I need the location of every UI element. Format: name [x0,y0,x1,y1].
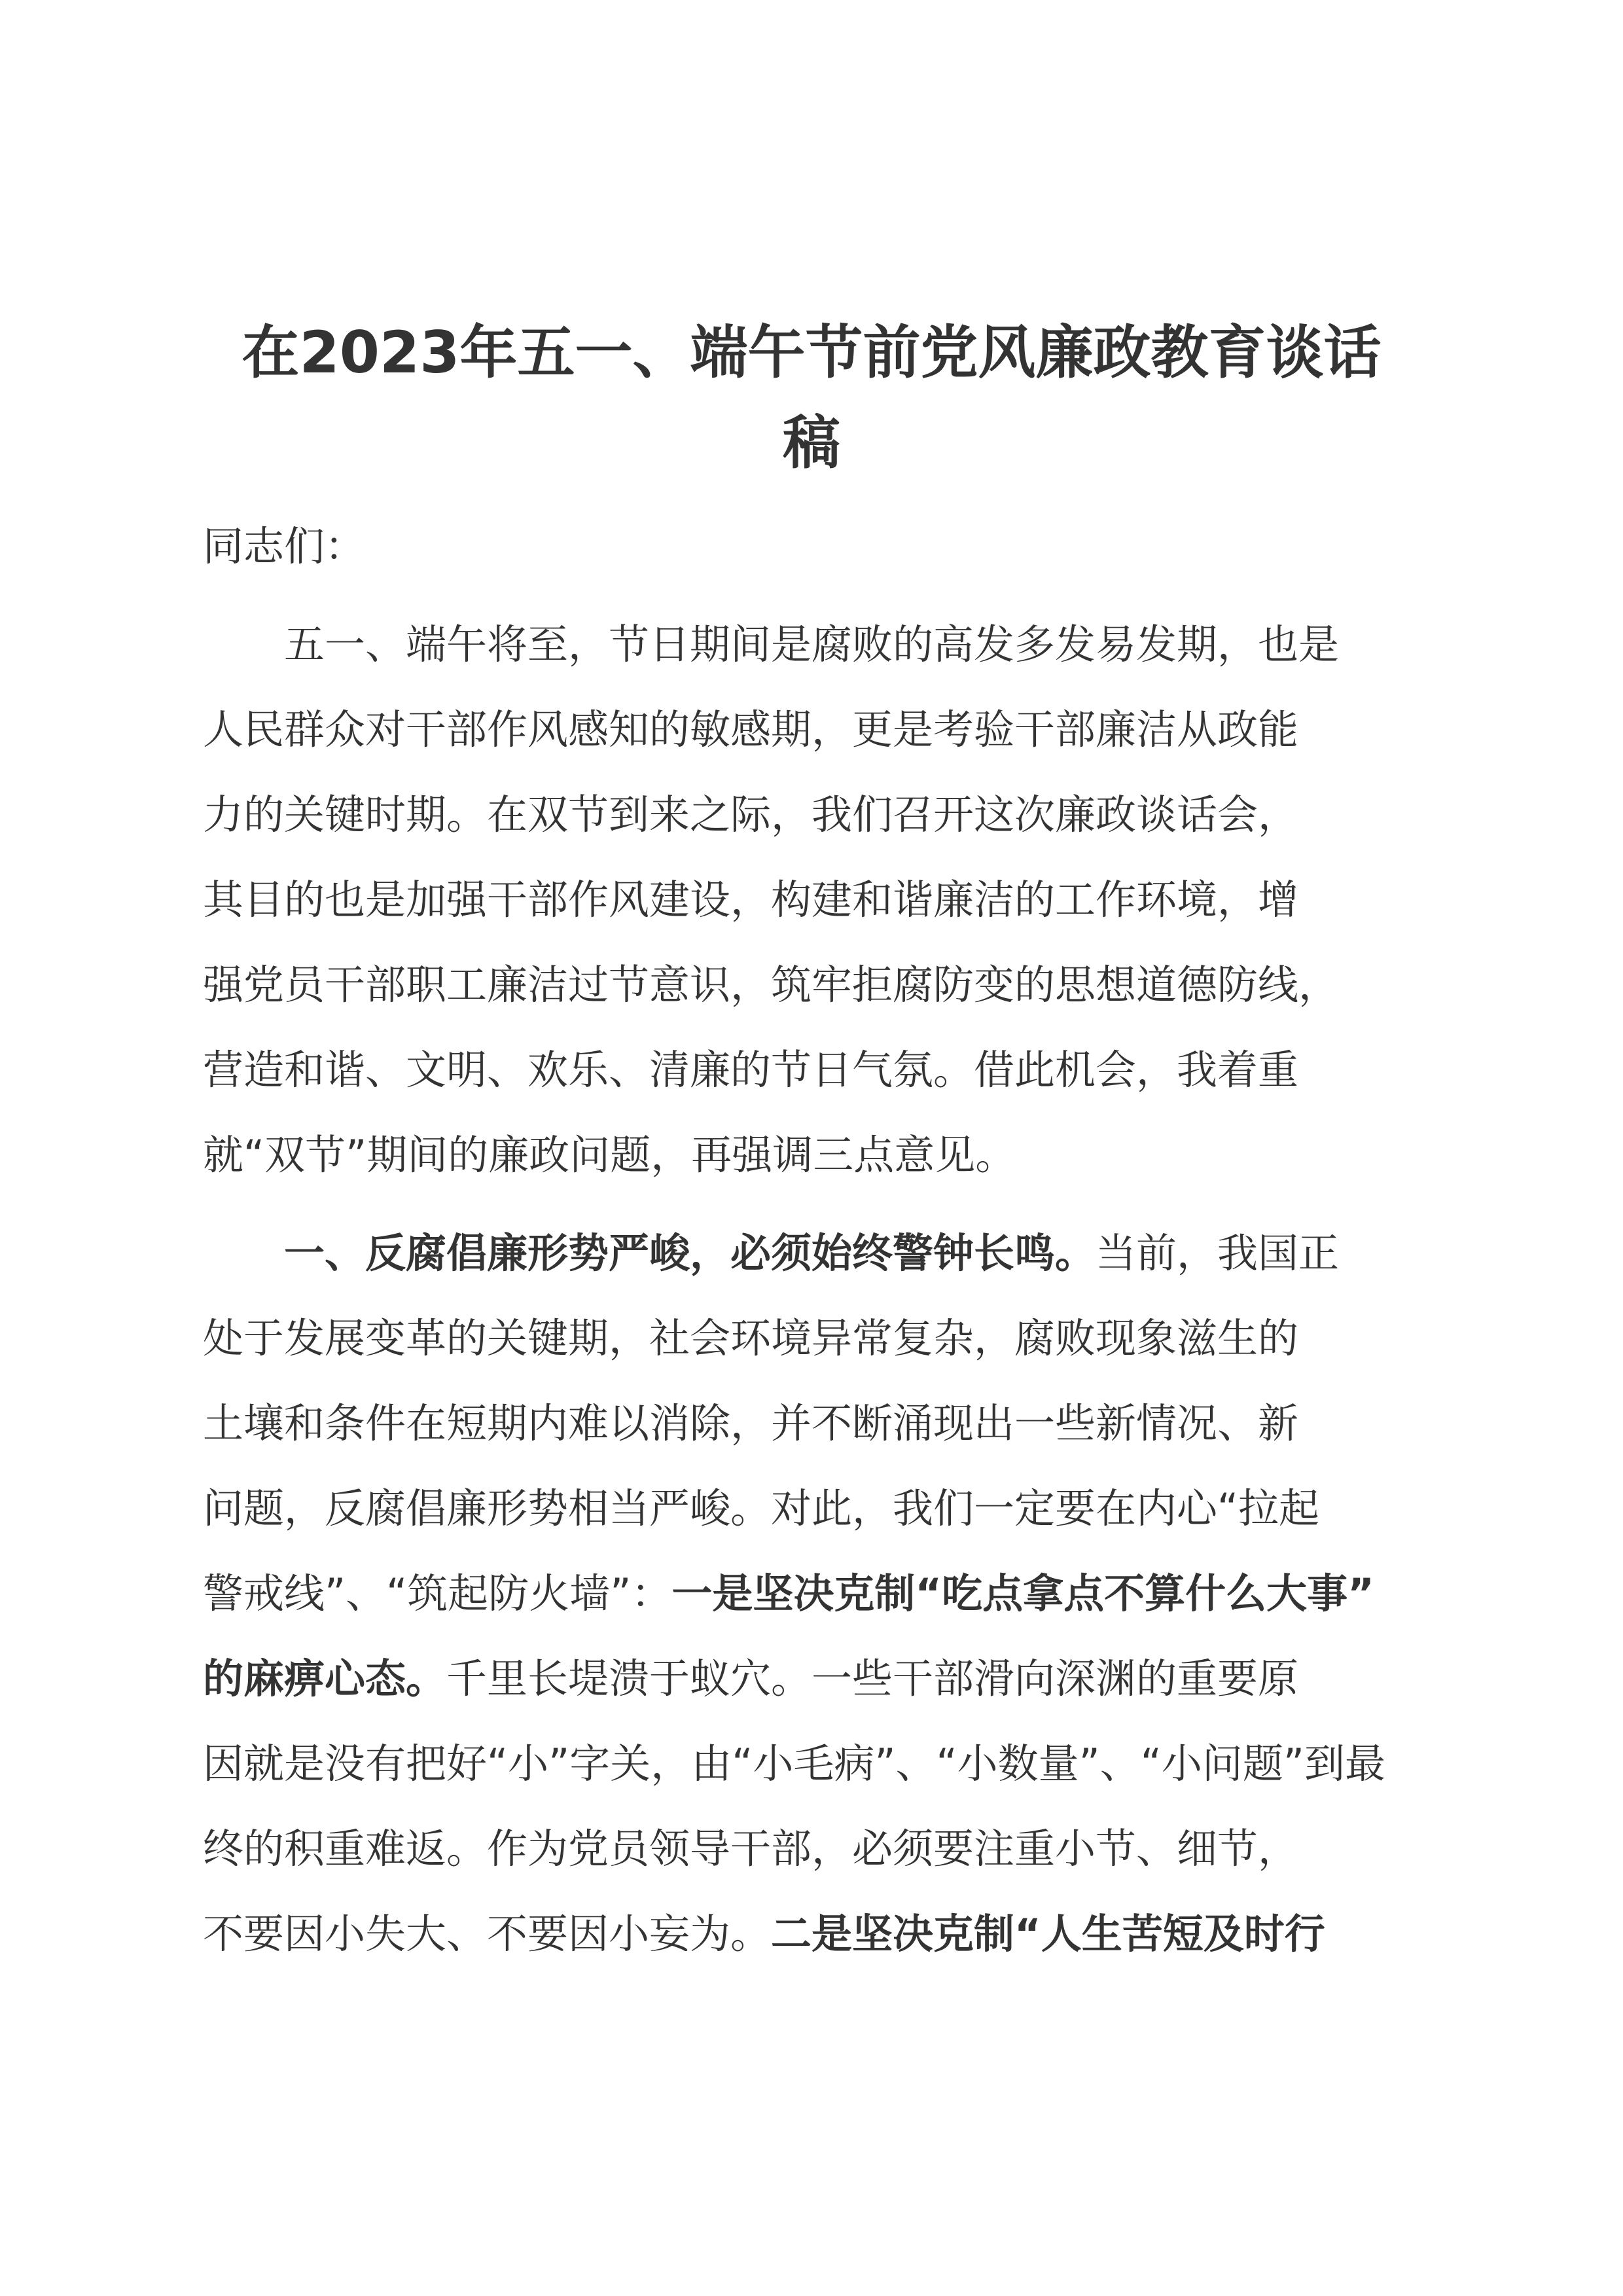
point-one-heading: 一是坚决克制“吃点拿点不算什么大事” [671,1570,1374,1617]
intro-paragraph [203,602,1420,1198]
document-title [196,308,1427,488]
section-one-line: 因就是没有把好“小”字关，由“小毛病”、“小数量”、“小问题”到最 [203,1740,1385,1787]
section-one-line: 处于发展变革的关键期，社会环境异常复杂，腐败现象滋生的 [203,1314,1299,1362]
document-body [203,504,1420,1990]
title-line-1: 在2023年五一、端午节前党风廉政教育谈话 [241,319,1382,386]
point-two-heading: 二是坚决克制“人生苦短及时行 [771,1910,1325,1958]
intro-line: 五一、端午将至，节日期间是腐败的高发多发易发期，也是 [284,620,1340,668]
section-one-text: 不要因小失大、不要因小妄为。 [203,1910,772,1958]
section-one-paragraph [203,1211,1420,1977]
intro-line: 其目的也是加强干部作风建设，构建和谐廉洁的工作环境，增 [203,876,1299,924]
section-one-text: 警戒线”、“筑起防火墙”： [203,1570,672,1617]
intro-line: 营造和谐、文明、欢乐、清廉的节日气氛。借此机会，我着重 [203,1046,1299,1094]
salutation: 同志们： [203,522,366,570]
section-one-line: 终的积重难返。作为党员领导干部，必须要注重小节、细节， [203,1825,1299,1873]
intro-line: 就“双节”期间的廉政问题，再强调三点意见。 [203,1131,1016,1179]
point-one-heading-cont: 的麻痹心态。 [203,1655,447,1702]
section-one-text: 千里长堤溃于蚁穴。一些干部滑向深渊的重要原 [446,1655,1299,1702]
section-one-line: 土壤和条件在短期内难以消除，并不断涌现出一些新情况、新 [203,1399,1299,1447]
intro-line: 人民群众对干部作风感知的敏感期，更是考验干部廉洁从政能 [203,706,1299,753]
title-line-2: 稿 [782,409,840,476]
section-one-line: 问题，反腐倡廉形势相当严峻。对此，我们一定要在内心“拉起 [203,1484,1320,1532]
intro-line: 力的关键时期。在双节到来之际，我们召开这次廉政谈话会， [203,791,1299,838]
section-one-line [203,1551,1420,1636]
section-one-heading: 一、反腐倡廉形势严峻，必须始终警钟长鸣。 [284,1229,1096,1277]
section-one-line [203,1892,1420,1977]
section-one-line [203,1211,1420,1296]
intro-line: 强党员干部职工廉洁过节意识，筑牢拒腐防变的思想道德防线， [203,961,1340,1009]
section-one-text: 当前，我国正 [1096,1229,1340,1277]
section-one-line [203,1636,1420,1721]
